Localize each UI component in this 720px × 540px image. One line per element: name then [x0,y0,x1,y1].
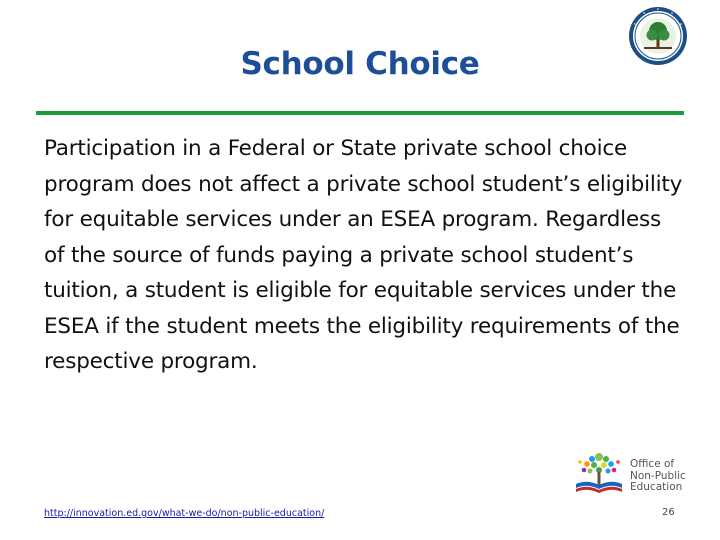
footer-link[interactable]: http://innovation.ed.gov/what-we-do/non-public-education/ [44,508,325,519]
logo-line-nonpublic: Non-Public [630,469,686,482]
body-paragraph: Participation in a Federal or State private school choice program does not affect a private school student’s eligibility for equitable services under an ESEA program. Regardless of the source of funds paying a private school student’s tuition, a student is eligible for equitable services under the ESEA if the student meets the eligibility requirements of the respective program. [44,136,683,374]
logo-line-office: Office of [630,458,675,470]
department-seal-icon [628,6,688,66]
logo-line-education: Education [630,481,683,493]
office-logo-text [630,459,686,494]
title-divider [36,111,684,115]
slide-title: School Choice [240,46,480,82]
office-logo-icon [572,448,626,498]
page-number: 26 [662,507,675,518]
